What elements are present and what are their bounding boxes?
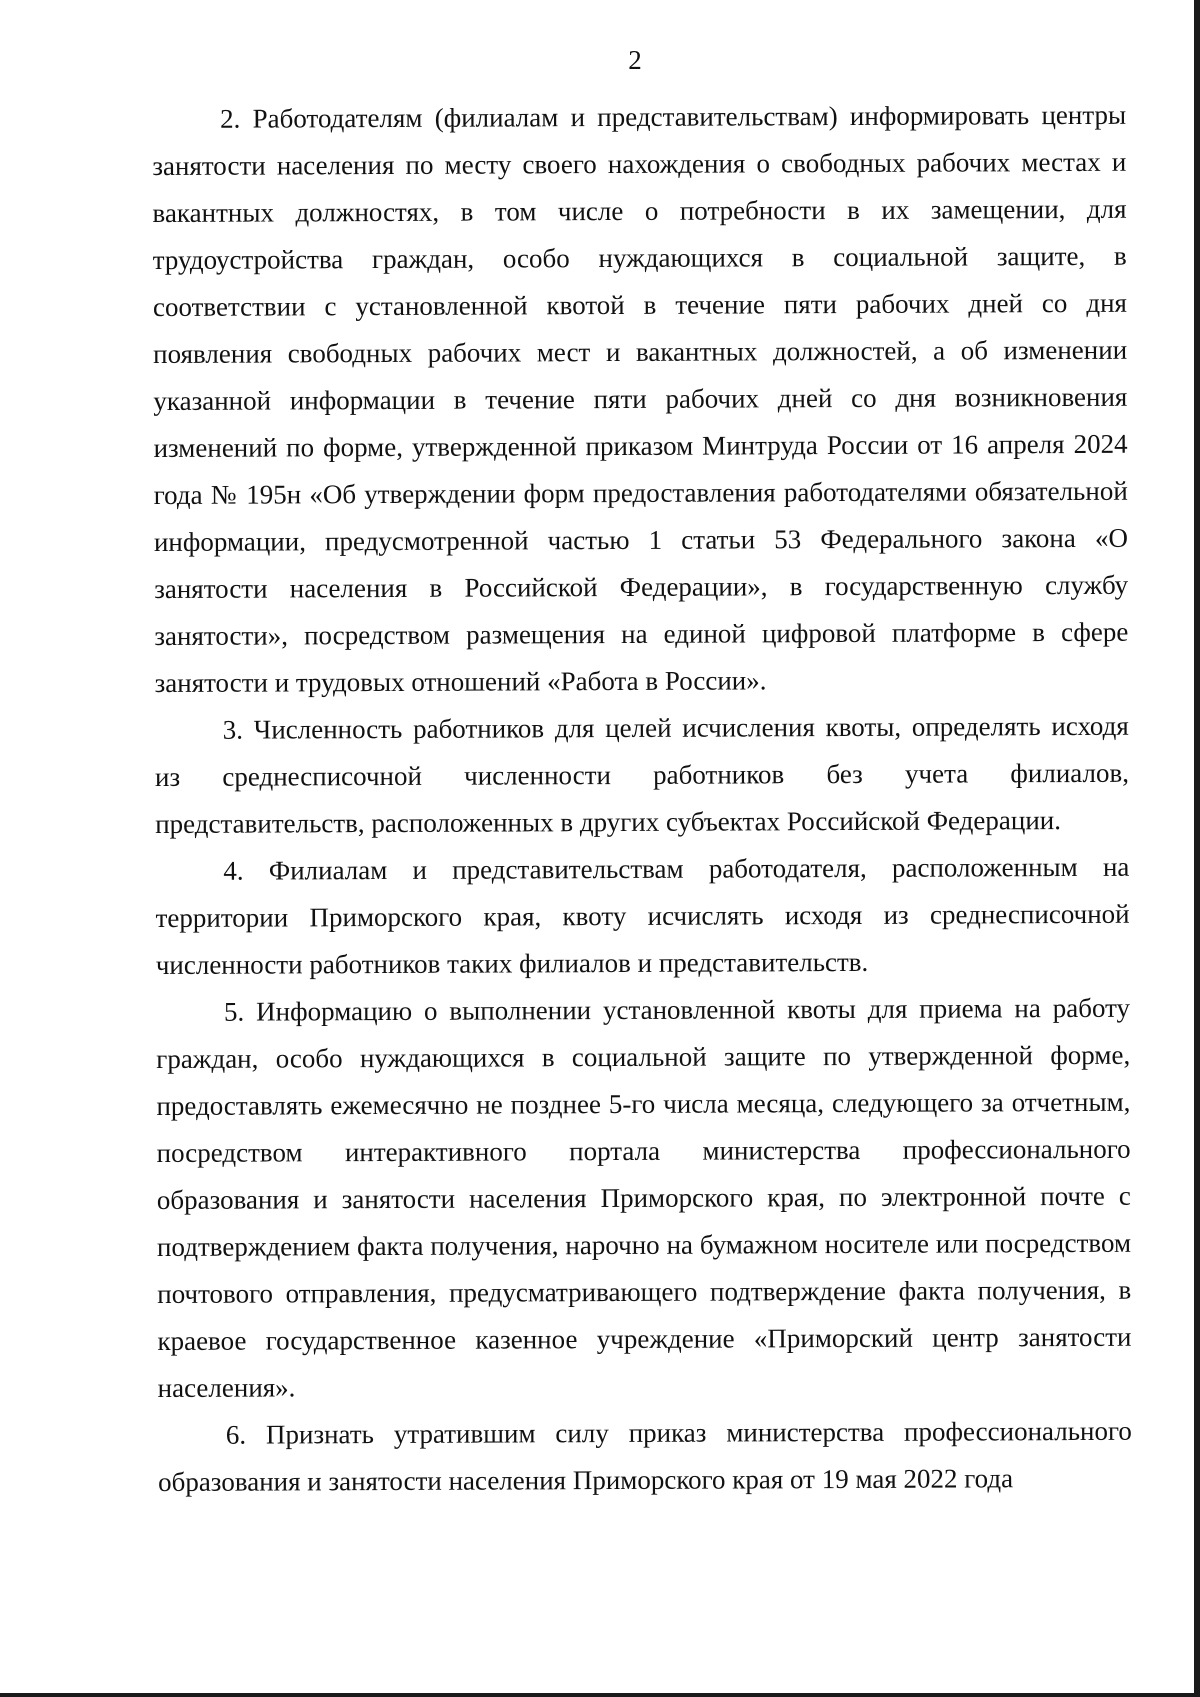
page-number: 2	[628, 45, 642, 75]
paragraph-6: 6. Признать утратившим силу приказ министерства профессионального образования и занятости населения Приморского края от 19 мая 2022 года	[157, 1415, 1132, 1497]
scan-border-right	[1194, 0, 1200, 1697]
scan-border-bottom	[0, 1693, 1200, 1697]
paragraph-2: 2. Работодателям (филиалам и представительствам) информировать центры занятости населения по месту своего нахождения о свободных рабочих местах и вакантных должностях, в том числе о потребности в их замещении, для трудоустройства граждан, особо нуждающихся в социальной защите, в соответствии с установленной квотой в течение пяти рабочих дней со дня появления свободных рабочих мест и вакантных должностей, а об изменении указанной информации в течение пяти рабочих дней со дня возникновения изменений по форме, утвержденной приказом Минтруда России от 16 апреля 2024 года № 195н «Об утверждении форм предоставления работодателями обязательной информации, предусмотренной частью 1 статьи 53 Федерального закона «О занятости населения в Российской Федерации», в государственную службу занятости», посредством размещения на единой цифровой платформе в сфере занятости и трудовых отношений «Работа в России».	[152, 99, 1129, 698]
paragraph-5: 5. Информацию о выполнении установленной квоты для приема на работу граждан, особо нуждающихся в социальной защите по утвержденной форме, предоставлять ежемесячно не позднее 5-го числа месяца, следующего за отчетным, посредством интерактивного портала министерства профессионального образования и занятости населения Приморского края, по электронной почте с подтверждением факта получения, нарочно на бумажном носителе или посредством почтового отправления, предусматривающего подтверждение факта получения, в краевое государственное казенное учреждение «Приморский центр занятости населения».	[156, 992, 1132, 1403]
paragraph-3: 3. Численность работников для целей исчисления квоты, определять исходя из среднесписочной численности работников без учета филиалов, представительств, расположенных в других субъектах Российской Федерации.	[154, 710, 1130, 839]
document-body	[152, 92, 1132, 1506]
paragraph-4: 4. Филиалам и представительствам работодателя, расположенным на территории Приморского края, квоту исчислять исходя из среднесписочной численности работников таких филиалов и представительств.	[155, 851, 1130, 980]
